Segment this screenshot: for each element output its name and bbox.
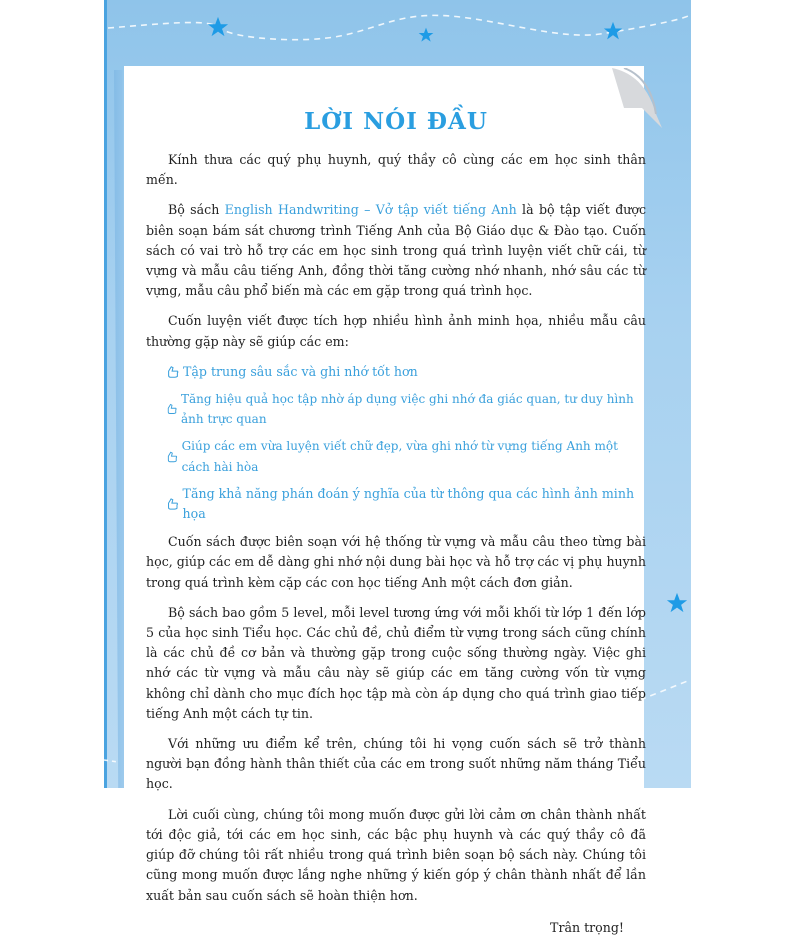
star-icon bbox=[418, 27, 434, 43]
star-icon bbox=[207, 16, 229, 38]
book-title-highlight: English Handwriting – Vở tập viết tiếng Anh bbox=[224, 202, 517, 218]
list-item-text: Tăng hiệu quả học tập nhờ áp dụng việc ghi nhớ đa giác quan, tư duy hình ảnh trực quan bbox=[181, 392, 634, 427]
document-body bbox=[146, 100, 646, 938]
signature: Trân trọng! bbox=[550, 919, 624, 935]
body-paragraph: Với những ưu điểm kể trên, chúng tôi hi vọng cuốn sách sẽ trở thành người bạn đồng hành thân thiết của các em trong suốt những năm tháng Tiểu học. bbox=[146, 736, 646, 792]
intro-paragraph bbox=[146, 200, 646, 301]
greeting-paragraph: Kính thưa các quý phụ huynh, quý thầy cô cùng các em học sinh thân mến. bbox=[146, 152, 646, 188]
pointing-hand-icon bbox=[166, 497, 180, 511]
intro-suffix: là bộ tập viết được biên soạn bám sát chương trình Tiếng Anh của Bộ Giáo dục & Đào tạo. Cuốn sách có vai trò hỗ trợ các em học sinh trong quá trình luyện viết chữ cái, từ vựng và mẫu câu tiếng Anh, đồng thời tăng cường nhớ nhanh, nhớ sâu các từ vựng, mẫu câu phổ biến mà các em gặp trong quá trình học. bbox=[146, 202, 647, 299]
benefits-list bbox=[146, 362, 646, 524]
list-item bbox=[166, 484, 646, 524]
star-icon bbox=[666, 592, 688, 614]
body-paragraph: Cuốn sách được biên soạn với hệ thống từ vựng và mẫu câu theo từng bài học, giúp các em dễ dàng ghi nhớ nội dung bài học và hỗ trợ các vị phụ huynh trong quá trình kèm cặp các con học tiếng Anh một cách đơn giản. bbox=[146, 534, 646, 590]
body-paragraph: Bộ sách bao gồm 5 level, mỗi level tương ứng với mỗi khối từ lớp 1 đến lớp 5 của học sinh Tiểu học. Các chủ đề, chủ điểm từ vựng trong sách cũng chính là các chủ đề cơ bản và thường gặp trong cuộc sống thường ngày. Việc ghi nhớ các từ vựng và mẫu câu này sẽ giúp các em tăng cường vốn từ vựng không chỉ dành cho mục đích học tập mà còn áp dụng cho quá trình giao tiếp tiếng Anh một cách tự tin. bbox=[146, 604, 646, 721]
list-item-text: Giúp các em vừa luyện viết chữ đẹp, vừa ghi nhớ từ vựng tiếng Anh một cách hài hòa bbox=[181, 439, 618, 474]
pointing-hand-icon bbox=[166, 365, 180, 379]
body-paragraph: Lời cuối cùng, chúng tôi mong muốn được gửi lời cảm ơn chân thành nhất tới độc giả, tới các em học sinh, các bậc phụ huynh và các quý thầy cô đã giúp đỡ chúng tôi rất nhiều trong quá trình biên soạn bộ sách này. Chúng tôi cũng mong muốn được lắng nghe những ý kiến góp ý chân thành nhất để lần xuất bản sau cuốn sách sẽ hoàn thiện hơn. bbox=[146, 806, 646, 903]
lead-in-paragraph: Cuốn luyện viết được tích hợp nhiều hình ảnh minh họa, nhiều mẫu câu thường gặp này sẽ giúp các em: bbox=[146, 313, 646, 349]
pointing-hand-icon bbox=[166, 450, 179, 464]
list-item bbox=[166, 436, 646, 476]
list-item bbox=[166, 389, 646, 429]
list-item-text: Tăng khả năng phán đoán ý nghĩa của từ thông qua các hình ảnh minh họa bbox=[182, 485, 635, 522]
list-item-text: Tập trung sâu sắc và ghi nhớ tốt hơn bbox=[183, 363, 418, 379]
list-item bbox=[166, 362, 646, 382]
pointing-hand-icon bbox=[166, 402, 178, 416]
star-icon bbox=[603, 21, 623, 41]
intro-prefix: Bộ sách bbox=[168, 202, 225, 218]
page-title: LỜI NÓI ĐẦU bbox=[304, 108, 488, 135]
